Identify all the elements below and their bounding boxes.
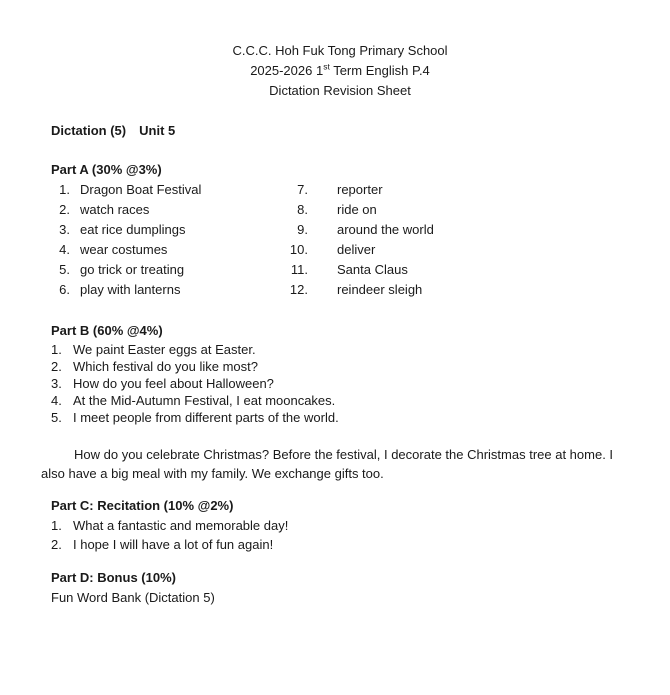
item-number: 5. [51, 410, 62, 425]
list-item [51, 180, 288, 200]
list-item [288, 220, 629, 240]
part-d-heading: Part D: Bonus (10%) [51, 570, 176, 585]
item-text: We paint Easter eggs at Easter. [73, 342, 256, 357]
item-number: 4. [51, 393, 62, 408]
part-c-heading: Part C: Recitation (10% @2%) [51, 498, 234, 513]
list-item [51, 516, 629, 535]
item-number: 6. [59, 282, 70, 297]
list-item [51, 392, 629, 409]
item-number: 8. [297, 202, 308, 217]
item-text: How do you feel about Halloween? [73, 376, 274, 391]
part-d-subtext: Fun Word Bank (Dictation 5) [51, 590, 215, 605]
sheet-title: Dictation Revision Sheet [269, 83, 411, 98]
part-a-left-column [51, 180, 288, 300]
item-number: 12. [289, 282, 308, 297]
item-text: watch races [80, 202, 150, 217]
item-text: Which festival do you like most? [73, 359, 258, 374]
item-text: deliver [337, 242, 376, 257]
list-item [51, 260, 288, 280]
list-item [288, 200, 629, 220]
list-item [51, 375, 629, 392]
item-number: 3. [59, 222, 70, 237]
item-number: 1. [59, 182, 70, 197]
item-number: 2. [59, 202, 70, 217]
item-text: I meet people from different parts of the world. [73, 410, 339, 425]
item-text: What a fantastic and memorable day! [73, 518, 289, 533]
item-text: around the world [337, 222, 434, 237]
part-b-list [51, 341, 629, 426]
item-number: 3. [51, 376, 62, 391]
item-text: wear costumes [80, 242, 168, 257]
item-text: At the Mid-Autumn Festival, I eat mooncakes. [73, 393, 336, 408]
item-number: 10. [289, 242, 308, 257]
list-item [51, 280, 288, 300]
christmas-paragraph: How do you celebrate Christmas? Before the festival, I decorate the Christmas tree at home. I also have a big meal with my family. We exchange gifts too. [41, 447, 614, 481]
item-number: 1. [51, 342, 62, 357]
item-text: eat rice dumplings [80, 222, 186, 237]
list-item [288, 280, 629, 300]
list-item [51, 200, 288, 220]
item-text: reindeer sleigh [337, 282, 423, 297]
dictation-unit: Unit 5 [139, 123, 176, 138]
item-number: 11. [290, 262, 308, 277]
item-text: Dragon Boat Festival [80, 182, 202, 197]
list-item [288, 260, 629, 280]
dictation-label: Dictation (5) [51, 123, 127, 138]
term-suffix: Term English P.4 [329, 63, 430, 78]
item-number: 9. [297, 222, 308, 237]
part-a-right-column [288, 180, 629, 300]
item-text: Santa Claus [337, 262, 408, 277]
list-item [51, 220, 288, 240]
item-number: 2. [51, 537, 62, 552]
document-header [51, 41, 629, 101]
school-name: C.C.C. Hoh Fuk Tong Primary School [232, 43, 448, 58]
ordinal-suffix: st [323, 61, 330, 72]
part-a-heading: Part A (30% @3%) [51, 162, 162, 177]
list-item [51, 358, 629, 375]
item-number: 4. [59, 242, 70, 257]
part-a-list [51, 180, 629, 300]
list-item [288, 240, 629, 260]
term-prefix: 2025-2026 1 [250, 63, 324, 78]
part-c-list [51, 516, 629, 554]
list-item [51, 409, 629, 426]
list-item [288, 180, 629, 200]
list-item [51, 240, 288, 260]
item-text: go trick or treating [80, 262, 185, 277]
item-text: ride on [337, 202, 377, 217]
dictation-title [51, 121, 629, 141]
item-text: play with lanterns [80, 282, 181, 297]
part-b-heading: Part B (60% @4%) [51, 323, 163, 338]
item-number: 7. [297, 182, 308, 197]
item-number: 1. [51, 518, 62, 533]
item-text: reporter [337, 182, 383, 197]
list-item [51, 341, 629, 358]
item-number: 2. [51, 359, 62, 374]
item-number: 5. [59, 262, 70, 277]
list-item [51, 535, 629, 554]
item-text: I hope I will have a lot of fun again! [73, 537, 274, 552]
term-line [51, 61, 629, 81]
